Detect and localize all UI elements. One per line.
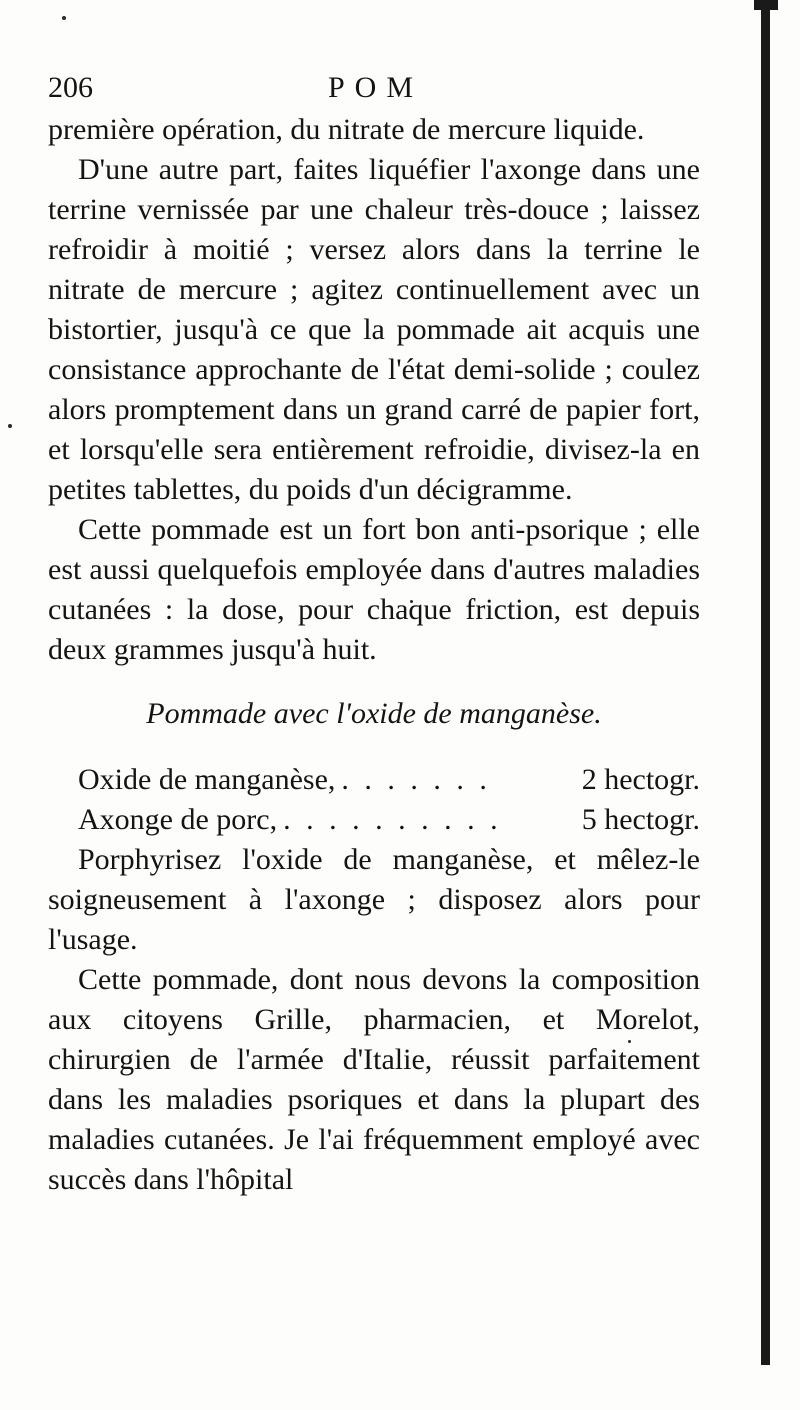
paragraph-usage: Cette pommade est un fort bon anti-psorique ; elle est aussi quelquefois employée dans d'autres maladies cutanées : la dose, pour chaque friction, est depuis deux grammes jusqu'à huit. (48, 513, 700, 666)
paper-speck (8, 424, 12, 428)
page-number: 206 (48, 71, 93, 104)
recipe-line (48, 760, 700, 800)
paragraph-preparation: D'une autre part, faites liquéfier l'axonge dans une terrine vernissée par une chaleur très-douce ; laissez refroidir à moitié ; versez alors dans la terrine le nitrate de mercure ; agitez continuellement avec un bistortier, jusqu'à ce que la pommade ait acquis une consistance approchante de l'état demi-solide ; coulez alors promptement dans un grand carré de papier fort, et lorsqu'elle sera entièrement refroidie, divisez-la en petites tablettes, du poids d'un décigramme. (48, 153, 700, 506)
recipe-quantity: 5 hectogr. (581, 803, 700, 836)
recipe-quantity: 2 hectogr. (581, 763, 700, 796)
recipe-line (48, 800, 700, 840)
paragraph-method: Porphyrisez l'oxide de manganèse, et mêlez-le soigneusement à l'axonge ; disposez alors pour l'usage. (48, 843, 700, 956)
recipe-leader-dots: . . . . . . . (341, 763, 491, 796)
recipe-leader-dots: . . . . . . . . . . (283, 803, 502, 836)
recipe-ingredient: Oxide de manganèse, (78, 763, 336, 796)
paragraph-continuation: première opération, du nitrate de mercure liquide. (48, 113, 645, 146)
binding-edge (761, 0, 770, 1365)
recipe-ingredient: Axonge de porc, (78, 803, 278, 836)
page-text (48, 60, 700, 1200)
paper-speck (62, 16, 66, 20)
page-header (48, 60, 700, 110)
section-heading: Pommade avec l'oxide de manganèse. (146, 697, 602, 730)
paragraph-attribution: Cette pommade, dont nous devons la composition aux citoyens Grille, pharmacien, et Morelot, chirurgien de l'armée d'Italie, réussit parfaitement dans les maladies psoriques et dans la plupart des maladies cutanées. Je l'ai fréquemment employé avec succès dans l'hôpital (48, 963, 700, 1196)
running-head: POM (328, 71, 424, 104)
